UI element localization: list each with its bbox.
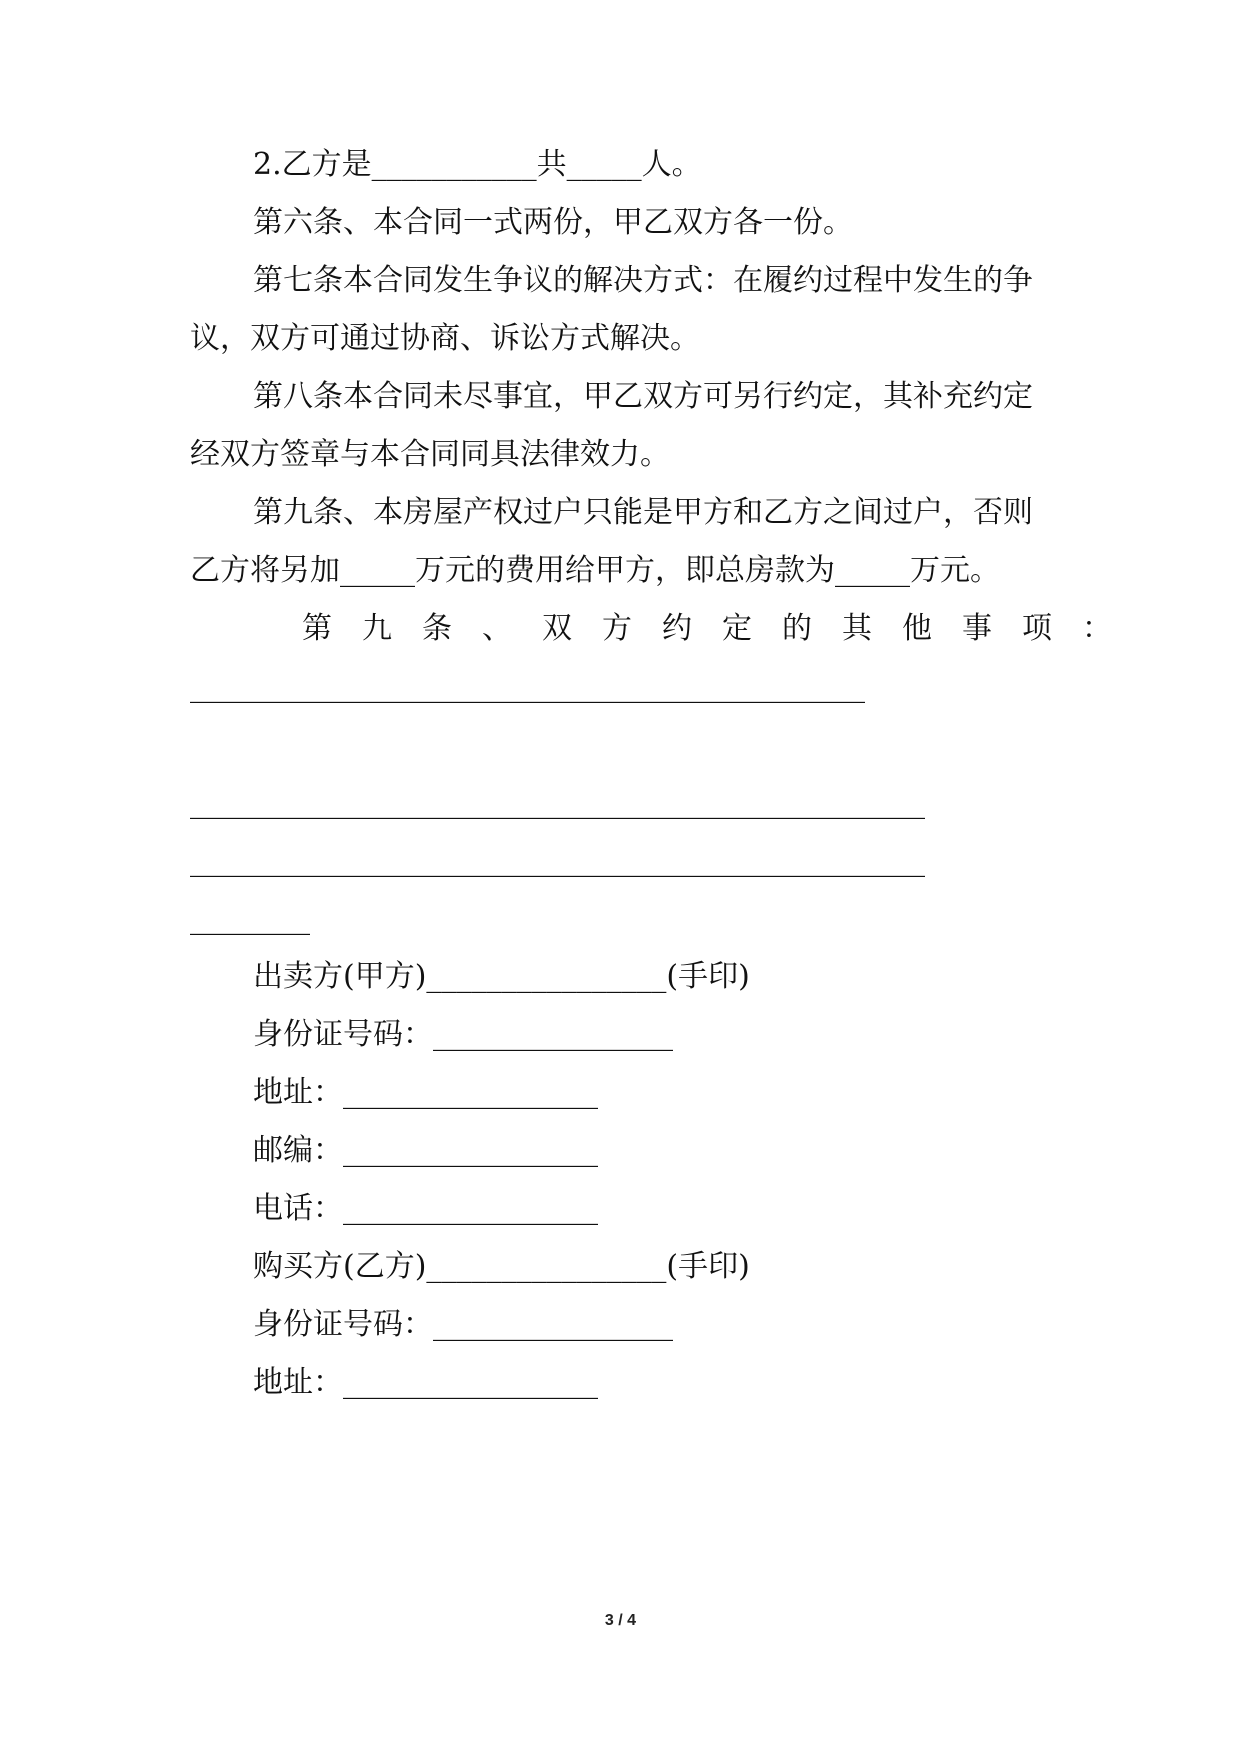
seller-id-number-line: 身份证号码：________________ [253, 1017, 673, 1052]
article-9-line-2: 乙方将另加_____万元的费用给甲方，即总房款为_____万元。 [190, 553, 1000, 588]
article-8-line-2: 经双方签章与本合同同具法律效力。 [190, 437, 670, 472]
article-6-line: 第六条、本合同一式两份，甲乙双方各一份。 [253, 205, 853, 240]
seller-address-line: 地址：_________________ [253, 1075, 598, 1110]
article-8-line-1: 第八条本合同未尽事宜，甲乙双方可另行约定，其补充约定 [253, 379, 1033, 414]
buyer-signature-line: 购买方(乙方)________________(手印) [253, 1249, 750, 1284]
blank-line-2: _________________________________________________ [190, 785, 925, 820]
page-number: 3 / 4 [604, 1612, 637, 1629]
buyer-id-number-line: 身份证号码：________________ [253, 1307, 673, 1342]
seller-phone-line: 电话：_________________ [253, 1191, 598, 1226]
article-7-line-1: 第七条本合同发生争议的解决方式：在履约过程中发生的争 [253, 263, 1033, 298]
article-7-line-2: 议，双方可通过协商、诉讼方式解决。 [190, 321, 700, 356]
article-9-other-matters-heading: 第九条、双方约定的其他事项： [302, 611, 1142, 646]
article-9-line-1: 第九条、本房屋产权过户只能是甲方和乙方之间过户，否则 [253, 495, 1033, 530]
blank-line-4: ________ [190, 901, 310, 936]
seller-postcode-line: 邮编：_________________ [253, 1133, 598, 1168]
blank-line-1: _____________________________________________ [190, 669, 865, 704]
buyer-address-line: 地址：_________________ [253, 1365, 598, 1400]
seller-signature-line: 出卖方(甲方)________________(手印) [253, 959, 750, 994]
buyer-count-line: 2.乙方是___________共_____人。 [253, 147, 702, 182]
blank-line-3: _________________________________________________ [190, 843, 925, 878]
